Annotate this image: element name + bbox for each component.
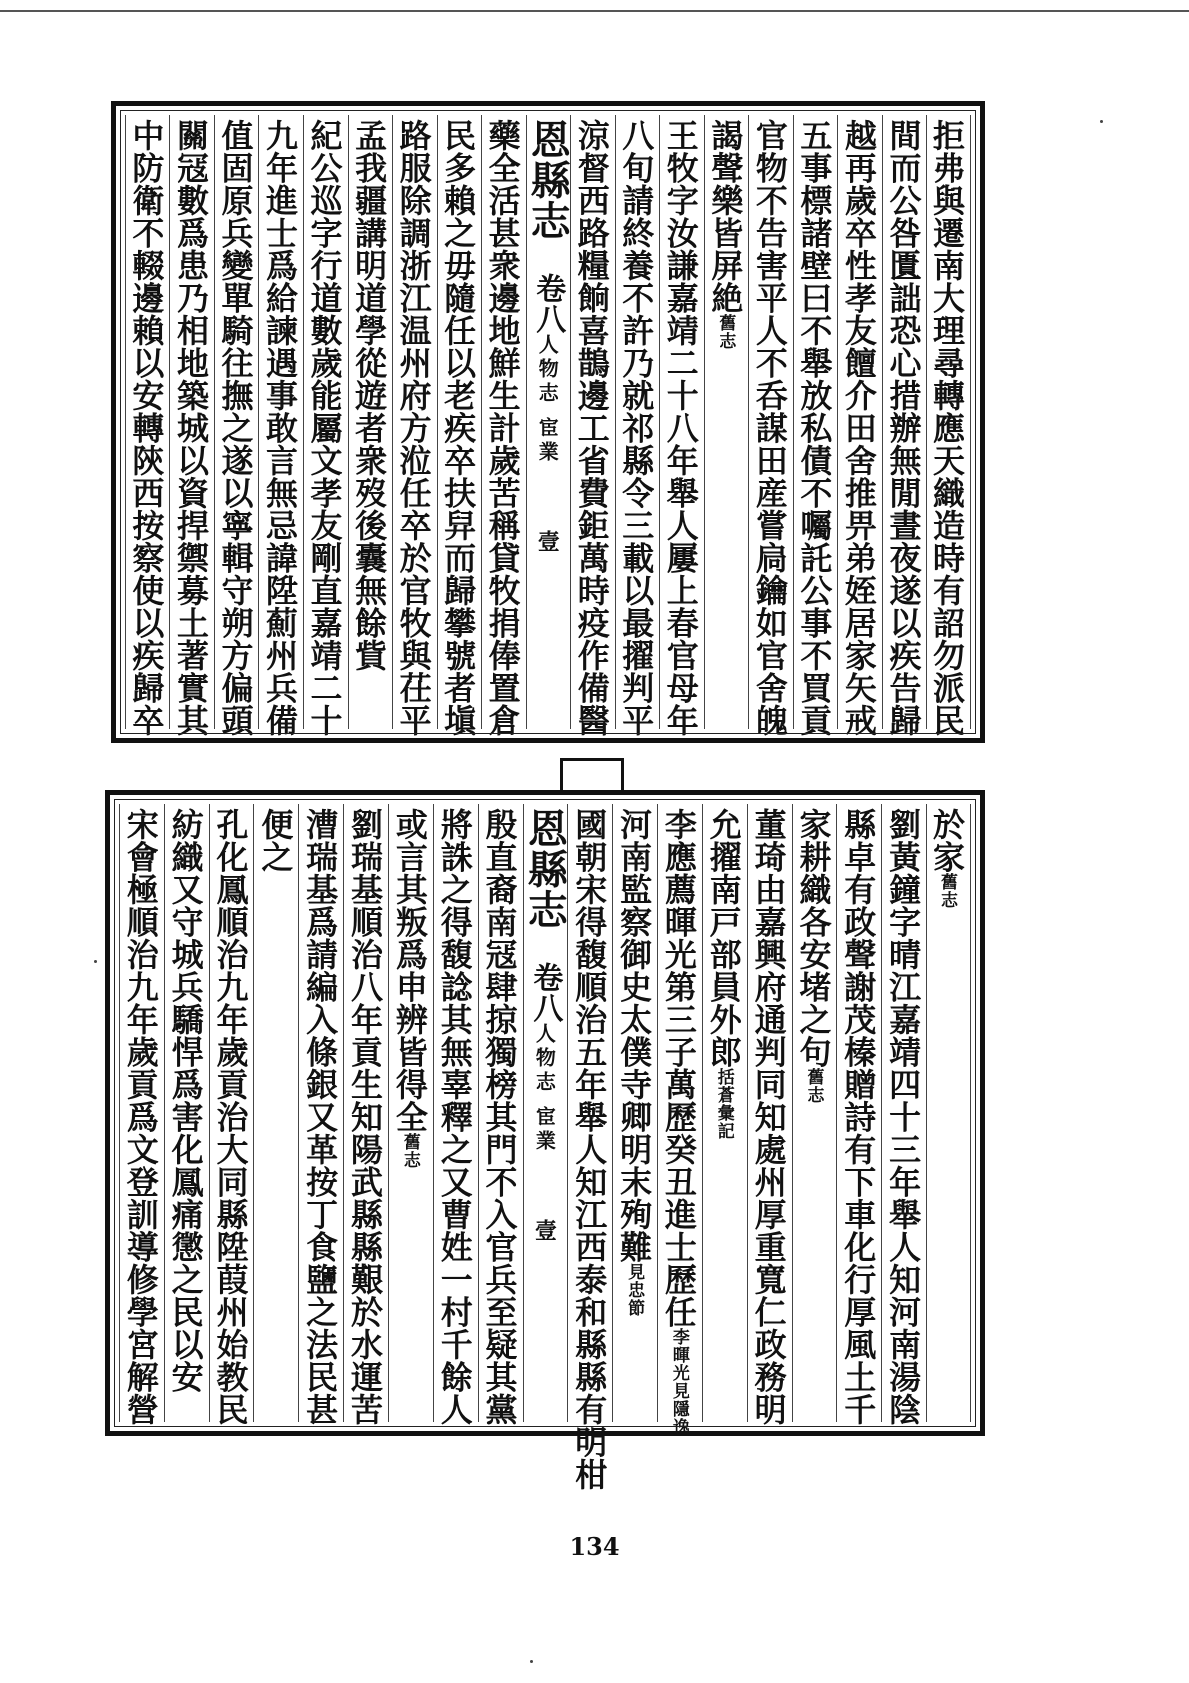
upper-column xyxy=(526,115,571,729)
text-line xyxy=(924,808,970,909)
text-line xyxy=(207,808,253,1426)
text-line xyxy=(569,119,615,737)
text-line xyxy=(342,808,388,1426)
line-text: 路服除調浙江温州府方涖任卒於官牧與茌平 xyxy=(394,119,433,737)
line-text: 河南監察御史太僕寺卿明末殉難 xyxy=(615,808,654,1263)
lower-text-columns xyxy=(119,804,971,1491)
lower-column xyxy=(702,804,747,1422)
lower-column xyxy=(298,804,343,1426)
text-line xyxy=(302,119,348,737)
text-line xyxy=(435,119,481,737)
source-note: 括蒼彙記 xyxy=(713,1068,734,1140)
lower-column xyxy=(567,804,612,1491)
upper-column xyxy=(793,115,838,737)
text-line xyxy=(480,119,526,737)
text-line xyxy=(212,119,258,737)
upper-column xyxy=(214,115,259,737)
running-header xyxy=(524,119,570,552)
text-line xyxy=(168,119,214,737)
text-line xyxy=(123,119,169,737)
lower-column xyxy=(926,804,971,1422)
book-title: 恩縣志 xyxy=(521,808,569,930)
line-text: 劉瑞基順治八年貢生知陽武縣縣艱於水運苦 xyxy=(346,808,384,1426)
lower-column xyxy=(388,804,433,1422)
lower-column xyxy=(253,804,298,1422)
text-line xyxy=(746,808,792,1426)
line-text: 或言其叛爲申辨皆得全 xyxy=(390,808,429,1133)
running-header xyxy=(521,808,567,1241)
text-line xyxy=(790,808,836,1104)
line-text: 間而公咎匱詘恐心措辦無閒晝夜遂以疾告歸 xyxy=(884,119,923,737)
lower-column xyxy=(612,804,657,1422)
line-text: 王牧字汝謙嘉靖二十八年舉人屢上春官母年 xyxy=(661,119,700,737)
text-line xyxy=(257,119,303,737)
text-line xyxy=(252,808,298,873)
lower-column xyxy=(119,804,164,1426)
line-text: 便之 xyxy=(256,808,295,873)
text-line xyxy=(432,808,478,1426)
line-text: 允擢南戸部員外郎 xyxy=(704,808,743,1068)
scan-speck xyxy=(1100,120,1103,123)
line-text: 紡織又守城兵驕悍爲害化鳳痛懲之民以安 xyxy=(166,808,205,1393)
folio-number: 壹 xyxy=(534,529,561,553)
line-text: 官物不告害平人不呑謀田産嘗扃鑰如官舍魄 xyxy=(750,119,789,737)
text-line xyxy=(701,808,747,1140)
source-note: 舊志 xyxy=(715,314,736,350)
upper-column xyxy=(615,115,660,737)
scan-top-border xyxy=(0,10,1189,12)
upper-column xyxy=(125,115,170,737)
source-note: 舊志 xyxy=(937,873,957,909)
lower-column xyxy=(523,804,568,1422)
lower-column xyxy=(433,804,478,1426)
text-line xyxy=(836,119,882,737)
text-line xyxy=(880,119,926,737)
lower-column xyxy=(209,804,254,1426)
line-text: 紀公巡字行道數歲能屬文孝友剛直嘉靖二十 xyxy=(305,119,344,737)
section-label: 人物志 宦業 xyxy=(535,334,560,465)
lower-column xyxy=(792,804,837,1422)
upper-column xyxy=(748,115,793,737)
lower-column xyxy=(343,804,388,1426)
upper-column xyxy=(348,115,393,729)
volume-label: 卷八 xyxy=(530,273,566,334)
upper-column xyxy=(303,115,348,737)
line-text: 孔化鳳順治九年歲貢治大同縣陞葭州始教民 xyxy=(211,808,250,1426)
book-title: 恩縣志 xyxy=(524,119,572,241)
line-text: 李應薦暉光第三子萬歷癸丑進士歷任 xyxy=(659,808,698,1328)
text-line xyxy=(611,808,657,1317)
line-text: 謁聲樂皆屏絶 xyxy=(706,119,745,314)
upper-page-panel xyxy=(111,101,985,743)
text-line xyxy=(346,119,392,672)
lower-column xyxy=(657,804,702,1436)
text-line xyxy=(118,808,164,1426)
text-line xyxy=(391,119,437,737)
lower-column xyxy=(478,804,523,1426)
line-text: 民多賴之毋隨任以老疾卒扶舁而歸攀號者塡 xyxy=(439,119,478,737)
lower-column xyxy=(836,804,881,1426)
page-number: 134 xyxy=(569,1532,620,1561)
line-text: 國朝宋得馥順治五年舉人知江西泰和縣縣有明柑 xyxy=(570,808,609,1491)
line-text: 越再歲卒性孝友饘介田舍推畀弟姪居家矢戒 xyxy=(839,119,878,737)
line-text: 宋會極順治九年歲貢爲文登訓導修學宮解營 xyxy=(121,808,160,1426)
section-label: 人物志 宦業 xyxy=(532,1023,557,1154)
lower-column xyxy=(164,804,209,1422)
line-text: 中防衛不輟邊賴以安轉陝西按察使以疾歸卒 xyxy=(127,119,166,737)
text-line xyxy=(702,119,748,350)
upper-column xyxy=(258,115,303,737)
line-text: 將誅之得馥諗其無辜釋之又曹姓一村千餘人 xyxy=(435,808,474,1426)
upper-text-columns xyxy=(125,115,971,737)
line-text: 董琦由嘉興府通判同知處州厚重寬仁政務明 xyxy=(749,808,788,1426)
line-text: 孟我疆講明道學從遊者衆歿後囊無餘貲 xyxy=(350,119,389,672)
line-text: 殷直裔南冦肆掠獨榜其門不入官兵至疑其黨 xyxy=(480,808,519,1426)
text-line xyxy=(163,808,209,1393)
source-note: 李暉光見隱逸 xyxy=(668,1328,689,1436)
line-text: 縣卓有政聲謝茂榛贈詩有下車化行厚風土千 xyxy=(839,808,878,1426)
text-line xyxy=(297,808,343,1426)
upper-column xyxy=(926,115,971,737)
upper-column xyxy=(481,115,526,737)
scan-speck xyxy=(94,960,97,963)
line-text: 於家 xyxy=(928,808,966,873)
line-text: 拒弗與遷南大理尋轉應天織造時有詔勿派民 xyxy=(928,119,966,737)
volume-label: 卷八 xyxy=(527,962,563,1023)
scan-speck xyxy=(530,1660,533,1663)
text-line xyxy=(924,119,970,737)
text-line xyxy=(791,119,837,737)
source-note: 舊志 xyxy=(803,1068,824,1104)
line-text: 九年進士爲給諫遇事敢言無忌諱陞薊州兵備 xyxy=(261,119,299,737)
line-text: 五事標諸壁曰不舉放私債不囑託公事不買貢 xyxy=(795,119,834,737)
text-line xyxy=(477,808,523,1426)
source-note: 舊志 xyxy=(399,1133,420,1169)
upper-column xyxy=(392,115,437,737)
lower-page-panel xyxy=(105,790,985,1491)
source-note: 見忠節 xyxy=(624,1263,645,1317)
text-line xyxy=(566,808,612,1491)
upper-column xyxy=(704,115,749,729)
text-line xyxy=(747,119,793,737)
upper-column xyxy=(570,115,615,737)
upper-column xyxy=(437,115,482,737)
line-text: 藥全活甚衆邊地鮮生計歲苦稱貸牧捐俸置倉 xyxy=(483,119,522,737)
text-line xyxy=(656,808,702,1436)
line-text: 八旬請終養不許乃就祁縣令三載以最擢判平 xyxy=(617,119,656,737)
upper-column xyxy=(659,115,704,737)
upper-column xyxy=(837,115,882,737)
line-text: 劉黃鐘字晴江嘉靖四十三年舉人知河南湯陰 xyxy=(884,808,923,1426)
text-line xyxy=(387,808,433,1169)
line-text: 涼督西路糧餉喜鵲邊工省費鉅萬時疫作備醫 xyxy=(572,119,611,737)
text-line xyxy=(880,808,926,1426)
line-text: 關冦數爲患乃相地築城以資捍禦募土著實其 xyxy=(171,119,210,737)
line-text: 漕瑞基爲請編入條銀又革按丁食鹽之法民甚 xyxy=(301,808,340,1426)
folio-number: 壹 xyxy=(531,1218,558,1242)
line-text: 家耕織各安堵之句 xyxy=(794,808,833,1068)
lower-column xyxy=(881,804,926,1426)
text-line xyxy=(835,808,881,1426)
upper-column xyxy=(169,115,214,737)
upper-column xyxy=(882,115,927,737)
lower-column xyxy=(747,804,792,1426)
text-line xyxy=(658,119,704,737)
line-text: 值固原兵變單騎往撫之遂以寧輯守朔方偏頭 xyxy=(216,119,255,737)
text-line xyxy=(613,119,659,737)
